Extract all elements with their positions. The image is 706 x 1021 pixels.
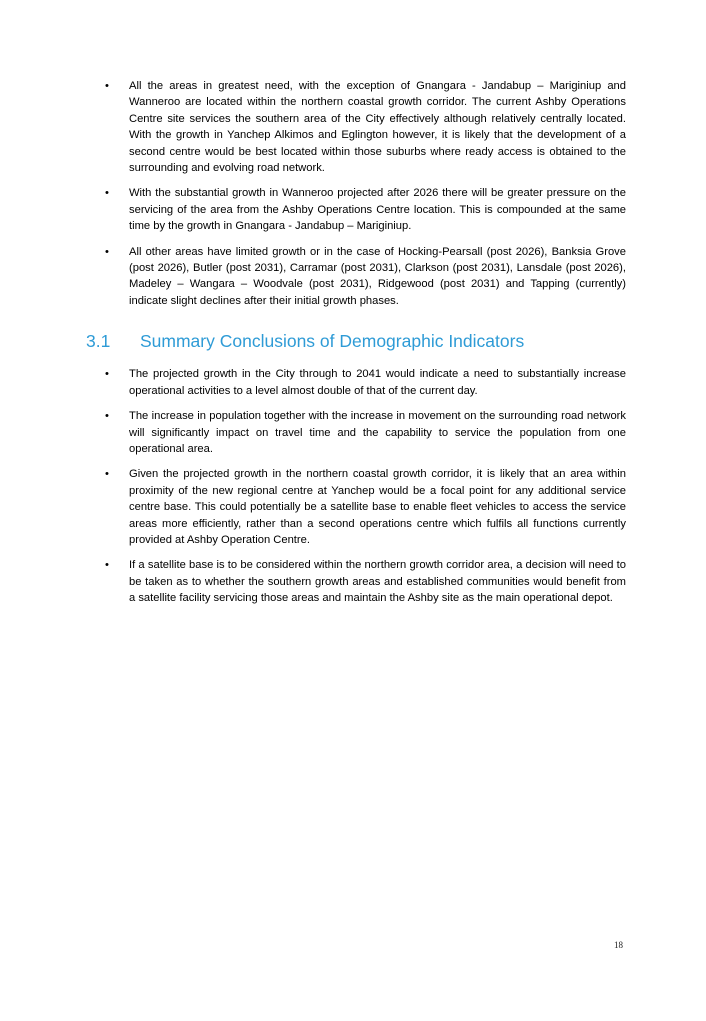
page-content xyxy=(86,78,626,607)
list-item xyxy=(86,466,626,548)
section-heading xyxy=(86,331,626,352)
list-item-text: The increase in population together with the increase in movement on the surrounding road network will significantly impact on travel time and the capability to service the population from one operational area. xyxy=(129,410,626,455)
bullet-icon: • xyxy=(105,468,109,481)
section-bullet-list xyxy=(86,366,626,606)
section-number: 3.1 xyxy=(86,331,111,352)
list-item-text: If a satellite base is to be considered within the northern growth corridor area, a decision will need to be taken as to whether the southern growth areas and established communities would benefit from a satellite facility servicing those areas and maintain the Ashby site as the main operational depot. xyxy=(129,559,626,605)
list-item-text: The projected growth in the City through to 2041 would indicate a need to substantially increase operational activities to a level almost double of that of the current day. xyxy=(129,368,626,397)
bullet-icon: • xyxy=(105,245,109,258)
list-item xyxy=(86,408,626,457)
page-number: 18 xyxy=(614,940,623,950)
list-item-text: All the areas in greatest need, with the exception of Gnangara - Jandabup – Mariginiup and Wanneroo are located within the northern coastal growth corridor. The current Ashby Operations Centre site services the southern area of the City effectively although relatively centrally located. With the growth in Yanchep Alkimos and Eglington however, it is likely that the development of a second centre would be best located within those suburbs where ready access is obtained to the surrounding and evolving road network. xyxy=(129,80,626,175)
list-item-text: With the substantial growth in Wanneroo projected after 2026 there will be greater pressure on the servicing of the area from the Ashby Operations Centre location. This is compounded at the same time by the growth in Gnangara - Jandabup – Mariginiup. xyxy=(129,187,626,233)
section-title: Summary Conclusions of Demographic Indicators xyxy=(140,331,525,352)
bullet-icon: • xyxy=(105,410,109,423)
intro-bullet-list xyxy=(86,78,626,309)
list-item xyxy=(86,244,626,310)
list-item-text: All other areas have limited growth or in the case of Hocking-Pearsall (post 2026), Banksia Grove (post 2026), Butler (post 2031), Carramar (post 2031), Clarkson (post 2031), Lansdale (post 2026), Madeley – Wangara – Woodvale (post 2031), Ridgewood (post 2031) and Tapping (currently) indicate slight declines after their initial growth phases. xyxy=(129,245,626,307)
list-item xyxy=(86,557,626,606)
list-item xyxy=(86,78,626,176)
bullet-icon: • xyxy=(105,368,109,381)
bullet-icon: • xyxy=(105,80,109,92)
bullet-icon: • xyxy=(105,187,109,200)
list-item xyxy=(86,366,626,399)
list-item xyxy=(86,185,626,234)
list-item-text: Given the projected growth in the northern coastal growth corridor, it is likely that an area within proximity of the new regional centre at Yanchep would be a focal point for any additional service centre base. This could potentially be a satellite base to enable fleet vehicles to access the service areas more efficiently, rather than a second operations centre which fulfils all functions currently provided at Ashby Operation Centre. xyxy=(129,468,626,546)
bullet-icon: • xyxy=(105,559,109,572)
